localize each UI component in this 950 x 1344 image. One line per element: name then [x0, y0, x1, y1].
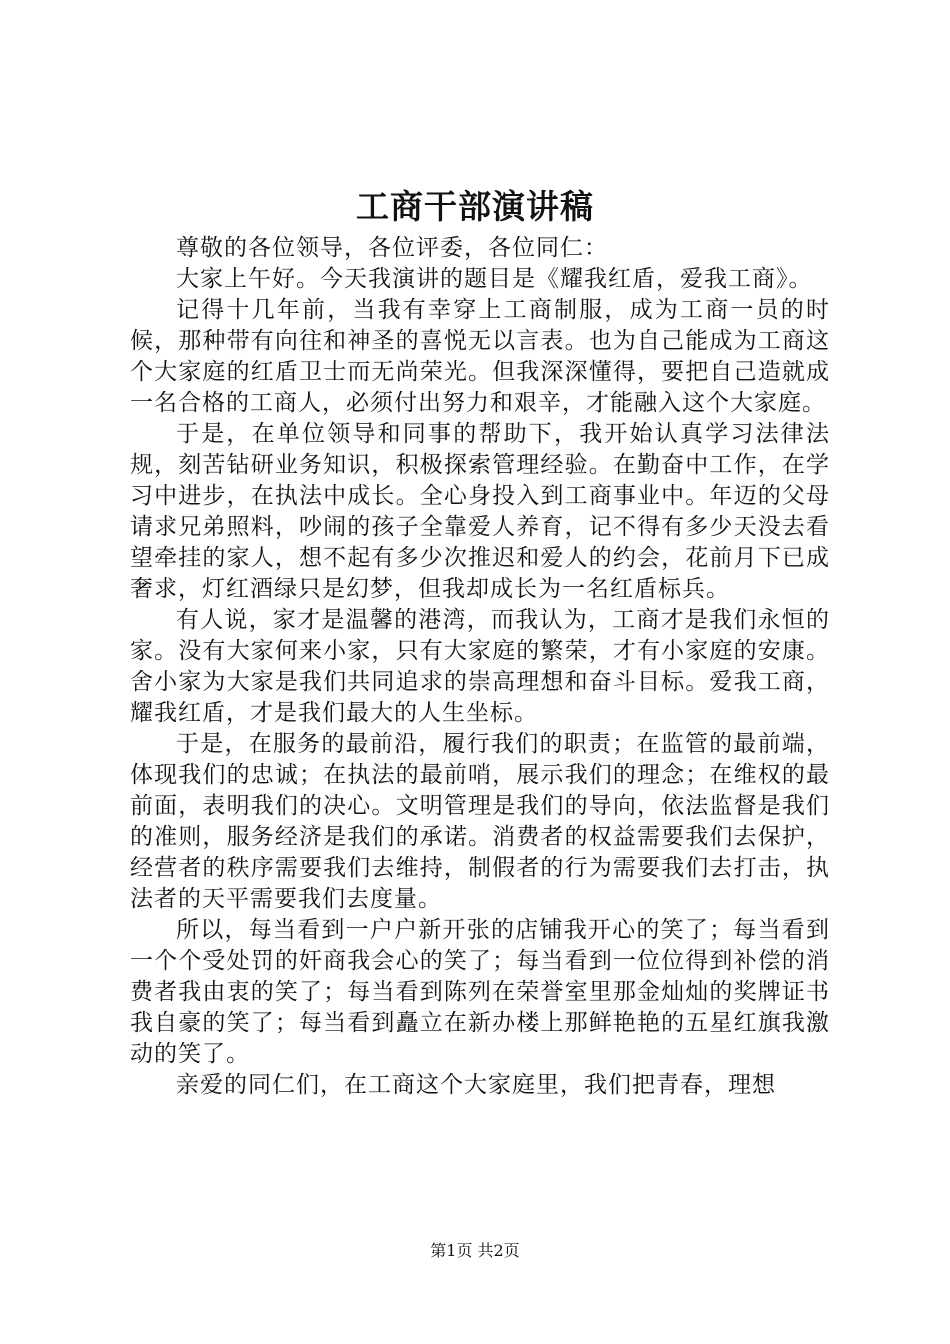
body-paragraph: 于是，在单位领导和同事的帮助下，我开始认真学习法律法规，刻苦钻研业务知识，积极探索管理经验。在勤奋中工作，在学习中进步，在执法中成长。全心身投入到工商事业中。年迈的父母请求兄弟照料，吵闹的孩子全靠爱人养育，记不得有多少天没去看望牵挂的家人，想不起有多少次推迟和爱人的约会，花前月下已成奢求，灯红酒绿只是幻梦，但我却成长为一名红盾标兵。	[130, 421, 830, 602]
salutation-paragraph: 尊敬的各位领导，各位评委，各位同仁：	[176, 235, 608, 261]
body-paragraph: 亲爱的同仁们，在工商这个大家庭里，我们把青春，理想	[176, 1072, 776, 1098]
body-paragraph: 记得十几年前，当我有幸穿上工商制服，成为工商一员的时候，那种带有向往和神圣的喜悦无以言表。也为自己能成为工商这个大家庭的红盾卫士而无尚荣光。但我深深懂得，要把自己造就成一名合格的工商人，必须付出努力和艰辛，才能融入这个大家庭。	[130, 297, 830, 416]
document-body	[130, 233, 830, 1101]
body-paragraph: 大家上午好。今天我演讲的题目是《耀我红盾，爱我工商》。	[176, 266, 813, 292]
body-paragraph: 于是，在服务的最前沿，履行我们的职责；在监管的最前端，体现我们的忠诚；在执法的最前哨，展示我们的理念；在维权的最前面，表明我们的决心。文明管理是我们的导向，依法监督是我们的准则，服务经济是我们的承诺。消费者的权益需要我们去保护，经营者的秩序需要我们去维持，制假者的行为需要我们去打击，执法者的天平需要我们去度量。	[130, 731, 830, 912]
document-title: 工商干部演讲稿	[356, 187, 594, 226]
body-paragraph: 所以，每当看到一户户新开张的店铺我开心的笑了；每当看到一个个受处罚的奸商我会心的笑了；每当看到一位位得到补偿的消费者我由衷的笑了；每当看到陈列在荣誉室里那金灿灿的奖牌证书我自豪的笑了；每当看到矗立在新办楼上那鲜艳艳的五星红旗我激动的笑了。	[130, 917, 830, 1067]
page-footer: 第1页 共2页	[430, 1241, 520, 1260]
body-paragraph: 有人说，家才是温馨的港湾，而我认为，工商才是我们永恒的家。没有大家何来小家，只有大家庭的繁荣，才有小家庭的安康。舍小家为大家是我们共同追求的崇高理想和奋斗目标。爱我工商，耀我红盾，才是我们最大的人生坐标。	[130, 607, 830, 726]
